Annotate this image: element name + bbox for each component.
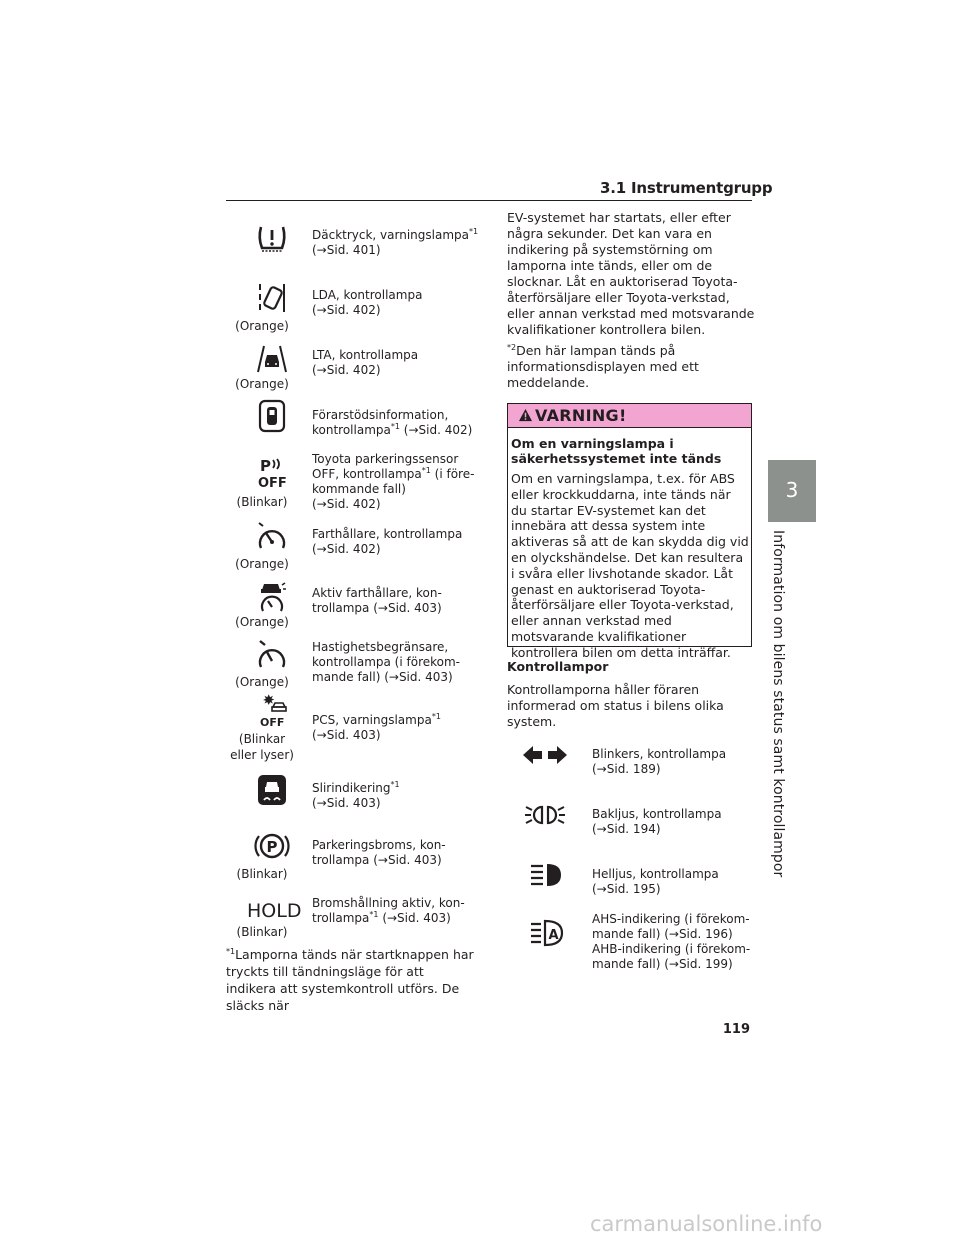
warning-body: Om en varningslampa, t.ex. för ABS eller krockkuddarna, inte tänds när du startar EV-systemet kan det innebära att dessa system inte aktiveras så att de kan skydda dig vid en olyckshändelse. Det kan resultera i svåra eller livshotande skador. Låt genast en auktoriserad Toyota-återförsäljare eller Toyota-verkstad, eller annan verkstad med motsvarande kvalifikationer kontrollera bilen om detta inträffar.	[511, 471, 749, 660]
indicator-row	[507, 860, 757, 910]
indicator-desc: Förarstödsinformation, kontrollampa$^{*1}$ (→Sid. 402)	[312, 408, 473, 437]
svg-text:P: P	[266, 838, 278, 856]
indicator-row	[226, 773, 476, 818]
warning-header	[508, 404, 751, 428]
indicator-desc: Toyota parkeringssensor OFF, kontrollampa$^{*1}$ (i före- kommande fall) (→Sid. 402)	[312, 452, 475, 511]
lda-icon	[254, 280, 290, 316]
indicator-desc: Slirindikering$^{*1}$ (→Sid. 403)	[312, 780, 400, 810]
indicator-desc: Blinkers, kontrollampa (→Sid. 189)	[592, 747, 727, 776]
page-number: 119	[722, 1022, 750, 1037]
indicator-desc: PCS, varningslampa$^{*1}$ (→Sid. 403)	[312, 712, 441, 742]
svg-text:HOLD: HOLD	[247, 900, 302, 922]
ahs-icon	[521, 918, 569, 948]
indicator-desc: LDA, kontrollampa (→Sid. 402)	[312, 288, 423, 317]
chapter-title: Information om bilens status samt kontrollampor	[770, 530, 786, 878]
slip-indicator-icon	[254, 773, 290, 809]
svg-text:OFF: OFF	[258, 476, 287, 491]
footnote-1: $^{*1}$Lamporna tänds när startknappen har tryckts till tändningsläge för att indikera att systemkontroll utförs. De släcks när	[226, 946, 474, 1013]
brake-hold-icon	[246, 892, 302, 928]
indicator-row	[226, 828, 476, 883]
warning-subtitle: Om en varningslampa i säkerhetssystemet inte tänds	[511, 436, 722, 466]
indicator-row	[226, 452, 476, 512]
indicator-desc: Bakljus, kontrollampa (→Sid. 194)	[592, 807, 722, 836]
tire-pressure-icon	[254, 220, 290, 256]
indicator-desc: Bromshållning aktiv, kon- trollampa$^{*1}$ (→Sid. 403)	[312, 896, 465, 925]
indicator-desc: Farthållare, kontrollampa (→Sid. 402)	[312, 527, 463, 556]
indicator-desc: AHS-indikering (i förekom- mande fall) (→Sid. 196) AHB-indikering (i förekom- mande fall) (→Sid. 199)	[592, 912, 751, 971]
footnote-2: $^{*2}$Den här lampan tänds på informationsdisplayen med ett meddelande.	[507, 342, 699, 390]
watermark: carmanualsonline.info	[590, 1212, 823, 1236]
indicator-caption: (Blinkar)	[236, 495, 288, 509]
indicator-row	[226, 693, 476, 763]
indicator-caption: (Blinkar eller lyser)	[230, 732, 294, 762]
speed-limiter-icon	[254, 638, 290, 674]
indicator-caption: (Blinkar)	[236, 925, 288, 939]
indicator-row	[226, 578, 476, 633]
section-heading: Kontrollampor	[507, 659, 609, 674]
parking-sensor-off-icon	[254, 454, 290, 490]
pcs-off-icon	[254, 693, 290, 729]
warning-title: VARNING!	[535, 406, 627, 425]
indicator-row	[226, 280, 476, 335]
lta-icon	[254, 340, 290, 376]
indicator-row	[507, 912, 757, 972]
turn-signal-icon	[521, 740, 569, 770]
svg-text:OFF: OFF	[260, 716, 285, 729]
driver-assist-icon	[254, 398, 290, 434]
indicator-caption: (Orange)	[235, 319, 289, 333]
indicator-row	[226, 340, 476, 395]
indicator-row	[226, 220, 479, 270]
high-beam-icon	[521, 860, 569, 890]
adaptive-cruise-icon	[254, 578, 290, 614]
indicator-row	[226, 398, 476, 443]
svg-text:A: A	[548, 928, 559, 943]
cruise-control-icon	[254, 520, 290, 556]
indicator-row	[226, 890, 476, 945]
indicator-desc: Hastighetsbegränsare, kontrollampa (i förekom- mande fall) (→Sid. 403)	[312, 640, 461, 684]
header-divider	[226, 200, 752, 201]
indicator-row	[507, 800, 757, 850]
tail-light-icon	[521, 800, 569, 830]
indicator-desc: Aktiv farthållare, kon- trollampa (→Sid. 403)	[312, 586, 442, 615]
indicator-row	[226, 638, 476, 693]
indicator-desc: Däcktryck, varningslampa$^{*1}$ (→Sid. 401)	[312, 227, 479, 257]
indicator-row	[226, 520, 476, 575]
section-title: 3.1 Instrumentgrupp	[600, 179, 773, 197]
indicator-caption: (Orange)	[235, 675, 289, 689]
section-intro: Kontrollamporna håller föraren informerad om status i bilens olika system.	[507, 682, 724, 729]
indicator-desc: LTA, kontrollampa (→Sid. 402)	[312, 348, 419, 377]
chapter-number: 3	[785, 478, 799, 502]
indicator-row	[507, 740, 757, 790]
parking-brake-icon	[254, 828, 290, 864]
indicator-caption: (Orange)	[235, 377, 289, 391]
indicator-caption: (Blinkar)	[236, 867, 288, 881]
indicator-desc: Helljus, kontrollampa (→Sid. 195)	[592, 867, 719, 896]
warning-icon	[518, 408, 533, 423]
svg-text:P: P	[260, 457, 271, 475]
indicator-caption: (Orange)	[235, 557, 289, 571]
warning-box	[507, 403, 752, 660]
indicator-caption: (Orange)	[235, 615, 289, 629]
paragraph-continuation: EV-systemet har startats, eller efter några sekunder. Det kan vara en indikering på systemstörning om lamporna inte tänds, eller om de slocknar. Låt en auktoriserad Toyota-återförsäljare eller Toyota-verkstad, eller annan verkstad med motsvarande kvalifikationer kontrollera bilen.	[507, 210, 755, 337]
indicator-desc: Parkeringsbroms, kon- trollampa (→Sid. 403)	[312, 838, 446, 867]
